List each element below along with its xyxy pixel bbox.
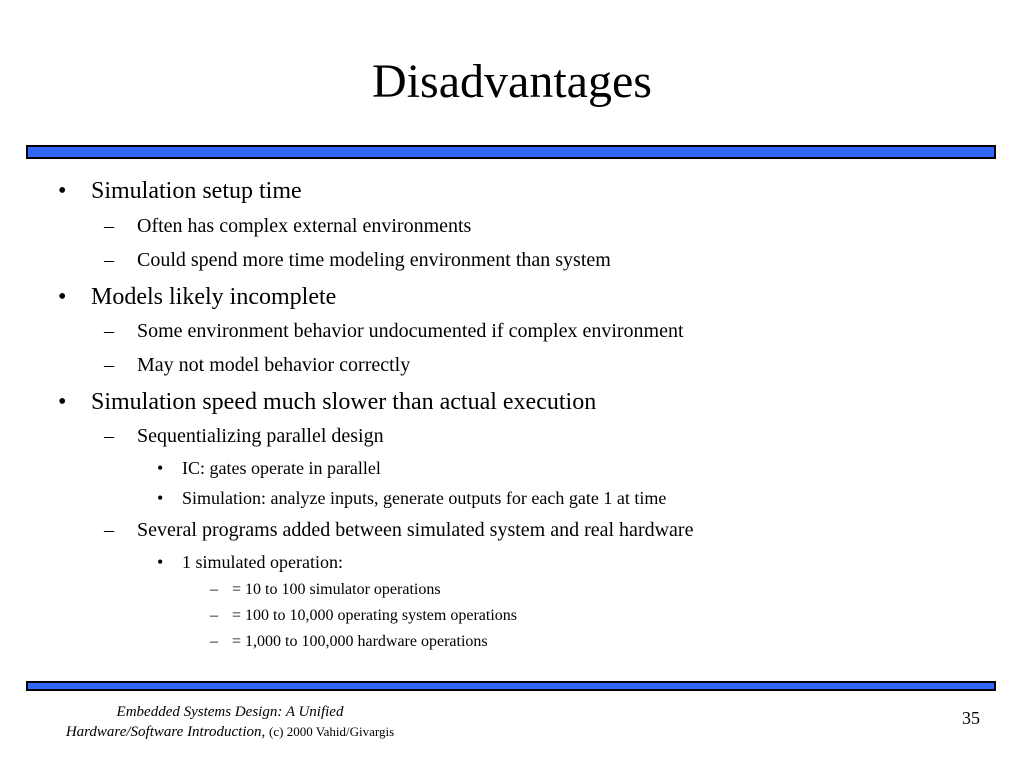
bullet-text: Simulation setup time	[91, 178, 302, 204]
sub-bullet-marker: –	[104, 249, 114, 271]
bullet-text: Models likely incomplete	[91, 284, 337, 310]
page-number: 35	[962, 708, 980, 728]
sub-bullet-text: Some environment behavior undocumented if complex environment	[137, 320, 684, 342]
sub-sub-bullet-text: 1 simulated operation:	[182, 552, 343, 572]
slide-title: Disadvantages	[372, 55, 652, 108]
footer-book-title-line1: Embedded Systems Design: A Unified	[116, 704, 344, 720]
level4-bullet-marker: –	[210, 607, 218, 624]
level4-bullet-text: = 100 to 10,000 operating system operations	[232, 607, 517, 624]
level4-bullet-marker: –	[210, 581, 218, 598]
sub-bullet-text: Several programs added between simulated system and real hardware	[137, 519, 694, 541]
level4-bullet-text: = 1,000 to 100,000 hardware operations	[232, 633, 488, 650]
sub-bullet-text: May not model behavior correctly	[137, 354, 411, 376]
sub-bullet-text: Sequentializing parallel design	[137, 425, 384, 447]
sub-bullet-marker: –	[104, 320, 114, 342]
sub-bullet-text: Often has complex external environments	[137, 215, 472, 237]
sub-bullet-marker: –	[104, 425, 114, 447]
sub-bullet-marker: –	[104, 215, 114, 237]
sub-sub-bullet-marker: •	[157, 488, 164, 508]
bullet-text: Simulation speed much slower than actual execution	[91, 389, 597, 415]
sub-bullet-text: Could spend more time modeling environment than system	[137, 249, 611, 271]
sub-sub-bullet-marker: •	[157, 458, 164, 478]
sub-sub-bullet-text: IC: gates operate in parallel	[182, 458, 381, 478]
footer-citation	[0, 702, 460, 742]
top-divider	[26, 145, 996, 159]
sub-bullet-marker: –	[104, 519, 114, 541]
sub-bullet-marker: –	[104, 354, 114, 376]
bullet-marker: •	[58, 284, 67, 310]
footer-book-title-line2: Hardware/Software Introduction,	[65, 724, 266, 740]
level4-bullet-marker: –	[210, 633, 218, 650]
bullet-marker: •	[58, 178, 67, 204]
footer-line2	[0, 722, 460, 742]
bullet-marker: •	[58, 389, 67, 415]
level4-bullet-text: = 10 to 100 simulator operations	[232, 581, 441, 598]
sub-sub-bullet-marker: •	[157, 552, 164, 572]
footer-copyright: (c) 2000 Vahid/Givargis	[269, 724, 395, 739]
bottom-divider	[26, 681, 996, 691]
sub-sub-bullet-text: Simulation: analyze inputs, generate outputs for each gate 1 at time	[182, 488, 667, 508]
